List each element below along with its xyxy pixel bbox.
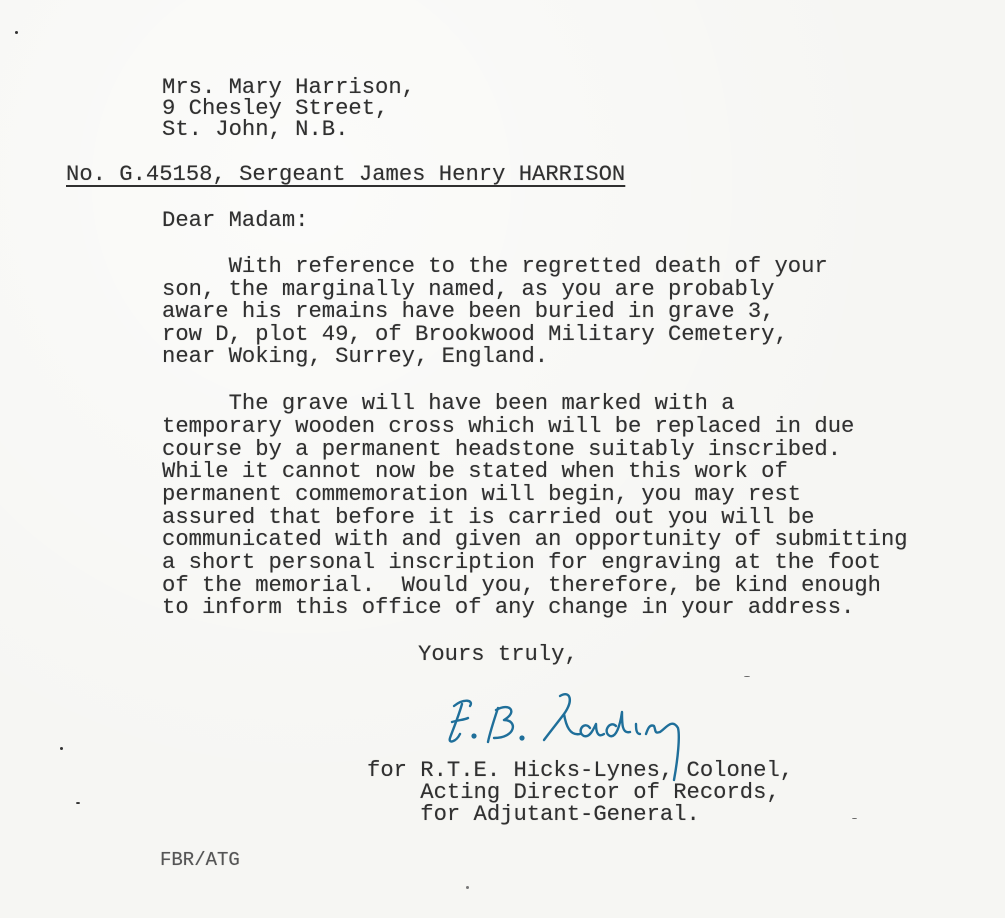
recipient-street: 9 Chesley Street, — [162, 96, 389, 121]
paragraph-line: course by a permanent headstone suitably inscribed. — [162, 437, 842, 462]
paragraph-line: With reference to the regretted death of your — [162, 254, 828, 279]
paragraph-line: assured that before it is carried out you will be — [162, 505, 815, 530]
paper-speck — [76, 802, 80, 804]
reference-initials: FBR/ATG — [160, 849, 240, 871]
paper-speck — [466, 886, 469, 889]
paragraph-line: of the memorial. Would you, therefore, be kind enough — [162, 573, 881, 598]
paragraph-line: a short personal inscription for engraving at the foot — [162, 550, 881, 575]
closing: Yours truly, — [418, 642, 578, 667]
paper-speck — [744, 676, 750, 677]
paragraph-line: While it cannot now be stated when this work of — [162, 459, 788, 484]
salutation: Dear Madam: — [162, 208, 309, 233]
paragraph-line: near Woking, Surrey, England. — [162, 344, 549, 369]
paragraph-line: communicated with and given an opportunity of submitting — [162, 527, 908, 552]
signatory-office-line: for Adjutant-General. — [367, 802, 700, 827]
paragraph-line: aware his remains have been buried in grave 3, — [162, 299, 775, 324]
paragraph-line: son, the marginally named, as you are probably — [162, 277, 775, 302]
paper-speck — [15, 31, 18, 34]
signatory-line: for R.T.E. Hicks-Lynes, Colonel, — [367, 758, 794, 783]
paragraph-line: permanent commemoration will begin, you may rest — [162, 482, 802, 507]
paragraph-line: temporary wooden cross which will be replaced in due — [162, 414, 855, 439]
paragraph-line: row D, plot 49, of Brookwood Military Cemetery, — [162, 322, 788, 347]
paragraph-line: The grave will have been marked with a — [162, 391, 735, 416]
paper-speck — [852, 818, 857, 819]
recipient-name: Mrs. Mary Harrison, — [162, 75, 415, 100]
subject-line: No. G.45158, Sergeant James Henry HARRISON — [66, 162, 626, 187]
paragraph-line: to inform this office of any change in your address. — [162, 595, 855, 620]
recipient-city: St. John, N.B. — [162, 117, 349, 142]
paper-speck — [60, 747, 63, 750]
signatory-title-line: Acting Director of Records, — [367, 780, 780, 805]
